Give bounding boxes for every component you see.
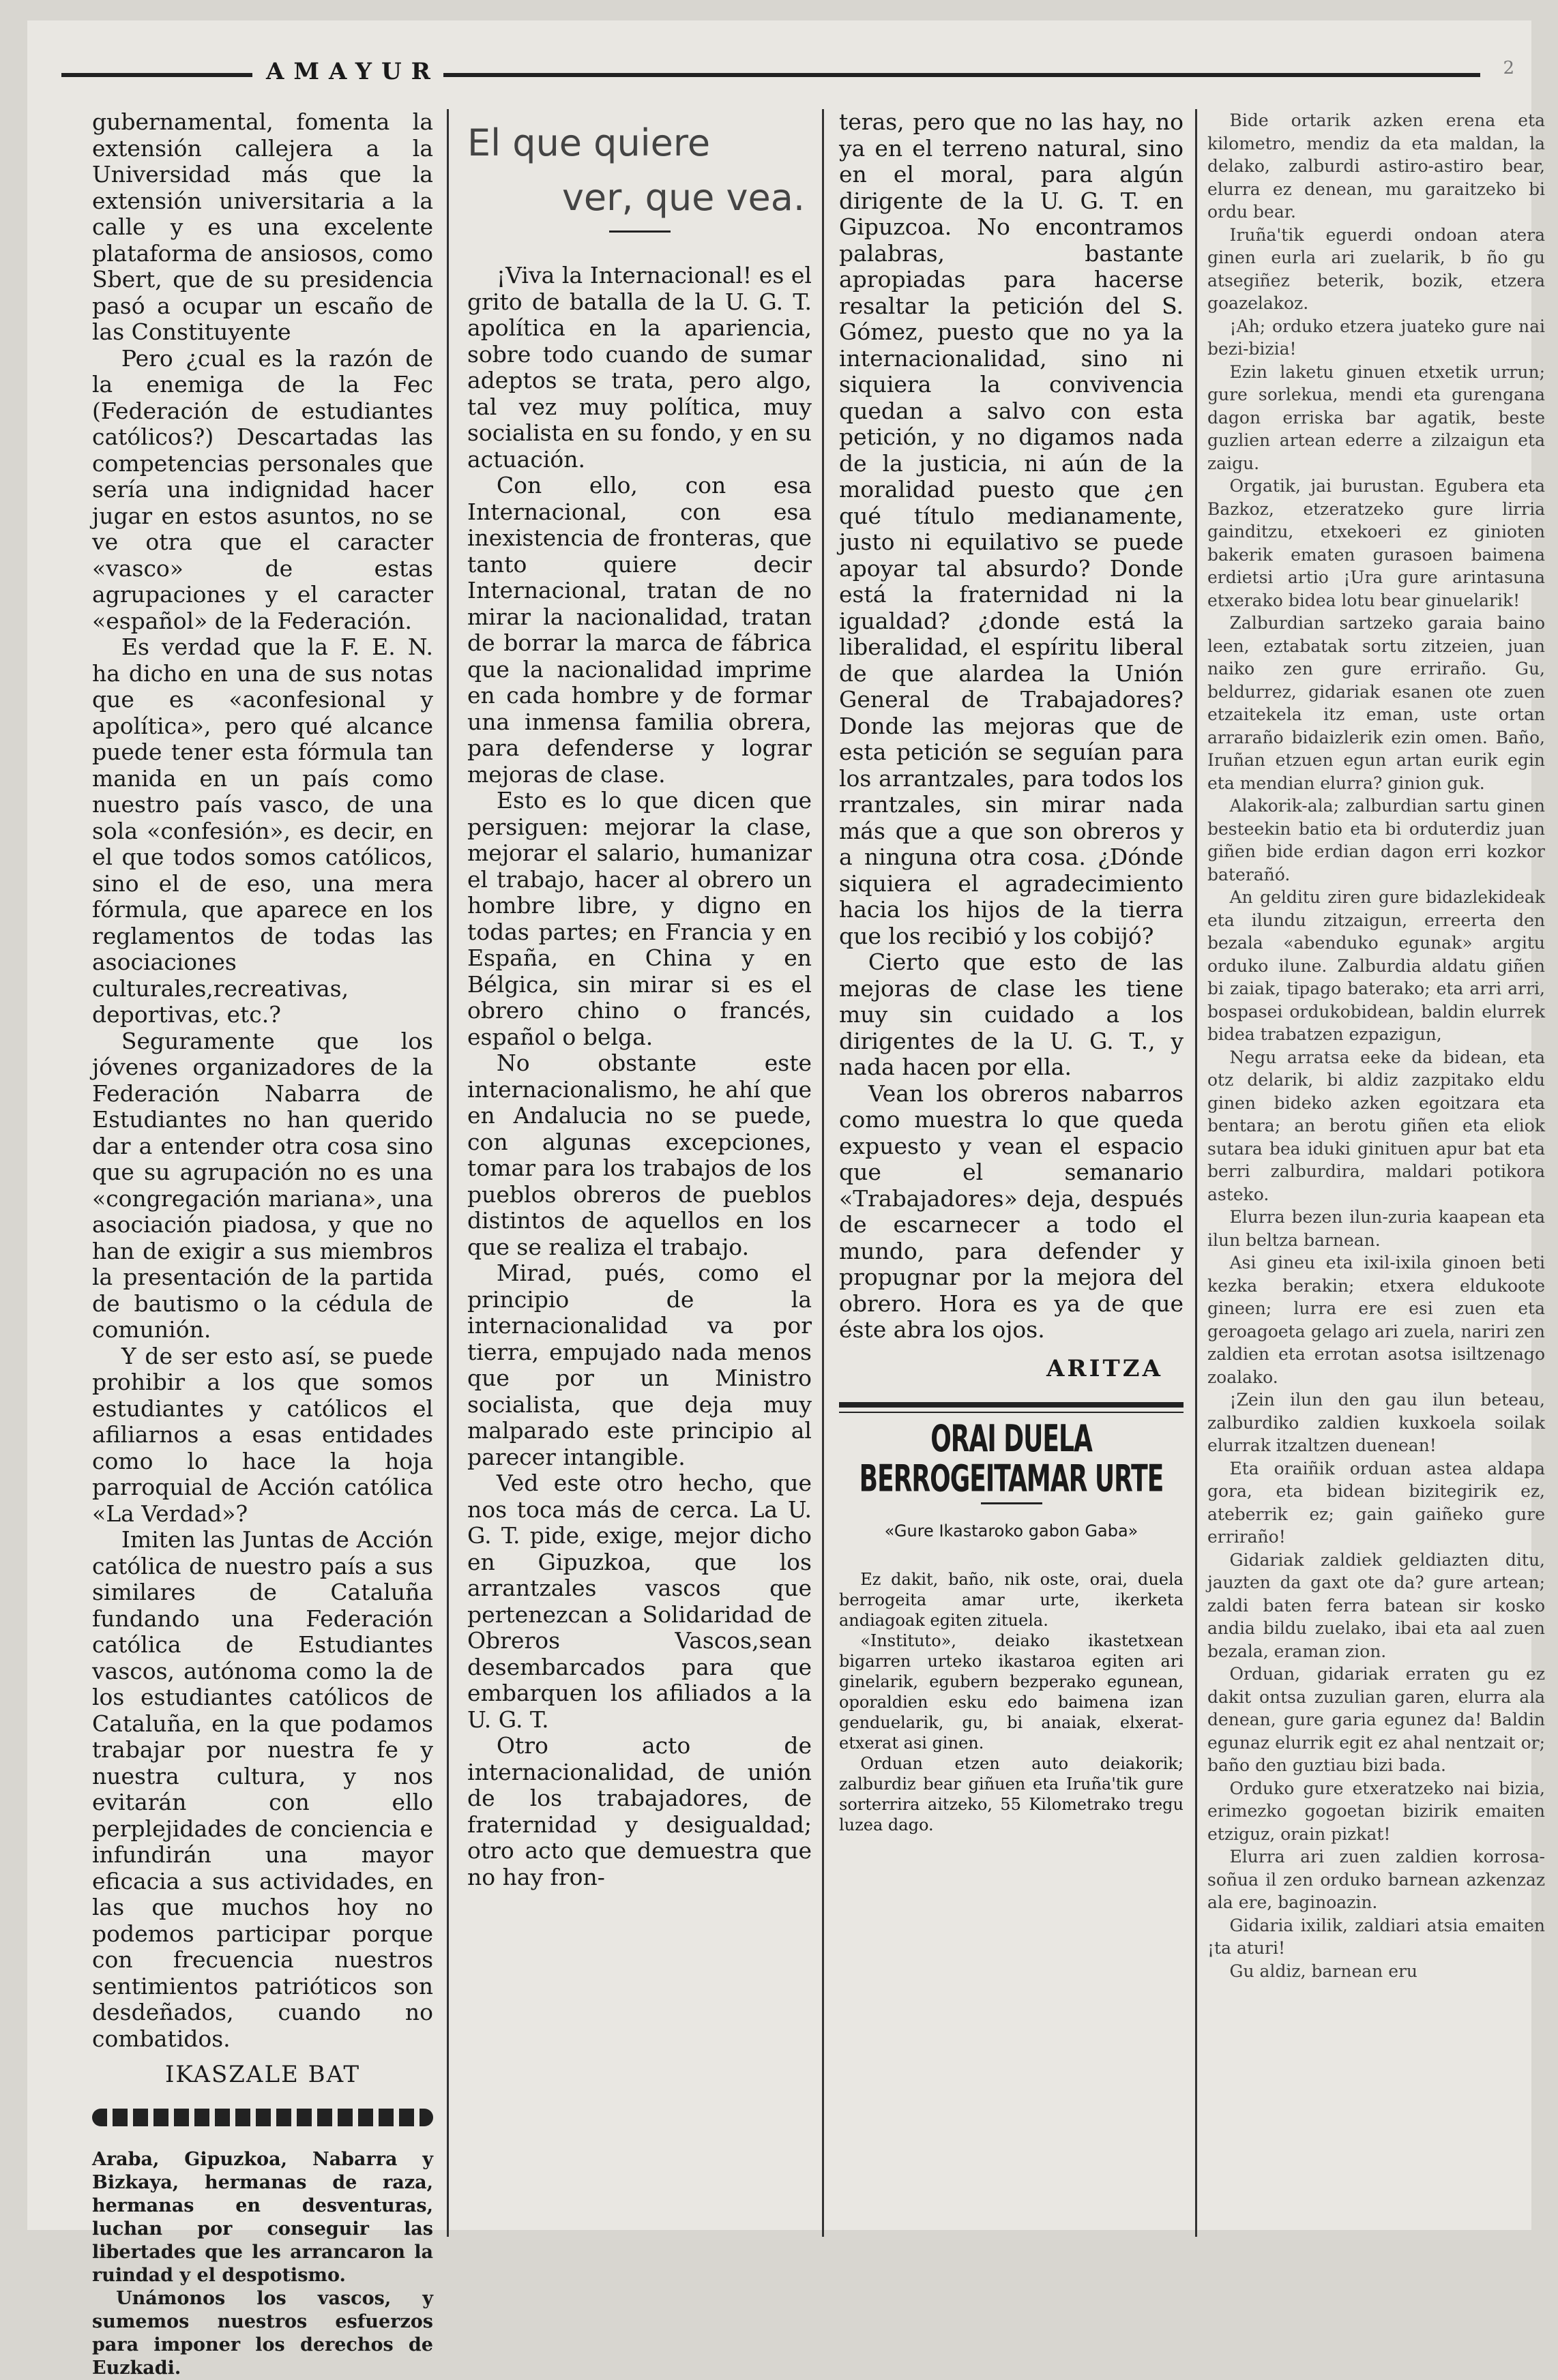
paragraph: Gu aldiz, barnean eru [1229,1961,1418,1981]
paragraph: ¡Ah; orduko etzera juateko gure nai bezi-bizia! [1207,316,1545,359]
paragraph: Orgatik, jai burustan. Egubera eta Bazkoz, etzeratzeko gure lirria gainditzu, etxekoeri ez ginioten bakerik ematen gurasoen baimena erdietsi artio ¡Ura gure arintasuna etxerako bidea lotu bear ginuelarik! [1207,476,1545,610]
paragraph: teras, pero que no las hay, no ya en el terreno natural, sino en el moral, para algún dirigente de la U. G. T. en Gipuzcoa. No encontramos palabras, bastante apropiadas para hacerse resaltar la petición del S. Gómez, puesto que no ya la internacionalidad, sino ni siquiera la convivencia quedan a salvo con esta petición, y no digamos nada de la justicia, ni aún de la moralidad puesto que ¿en qué título medianamente, justo ni equilativo se puede apoyar tal absurdo? Donde está la fraternidad ni la igualdad? ¿donde está la liberalidad, el espíritu liberal de que alardea la Unión General de Trabajadores? Donde las mejoras que de esta petición se seguían para los arrantzales, para todos los rrantzales, sin mirar nada más que a que son obreros y a ninguna otra cosa. ¿Dónde siquiera el agradecimiento hacia los hijos de la tierra que los recibió y los cobijó? [839,108,1184,949]
paragraph: ¡Viva la Internacional! es el grito de batalla de la U. G. T. apolítica en la apariencia, sobre todo cuando de sumar adeptos se trata, pero algo, tal vez muy política, muy socialista en su fondo, y en su actuación. [467,262,812,473]
newspaper-page [27,20,1545,2379]
paragraph: Pero ¿cual es la razón de la enemiga de la Fec (Federación de estudiantes católicos?) Descartadas las competencias personales que sería una indignidad hacer jugar en estos asuntos, no se ve otra que el caracter «vasco» de estas agrupaciones y el caracter «español» de la Federación. [92,344,433,634]
paragraph: Esto es lo que dicen que persiguen: mejorar la clase, mejorar el salario, humanizar el trabajo, hacer al obrero un hombre libre, y digno en todas partes; en Francia y en España, en China y en Bélgica, sin mirar si es el obrero chino o francés, español o belga. [467,787,812,1050]
paragraph: ¡Zein ilun den gau ilun beteau, zalburdiko zaldien kuxkoela soilak elurrak itzaltzen duenean! [1207,1390,1545,1455]
article-headline-line-1: El que quiere [467,121,711,164]
section-headline: ORAI DUELA BERROGEITAMAR URTE [859,1418,1164,1500]
article-signature: ARITZA [1046,1354,1163,1382]
article-signature: IKASZALE BAT [164,2061,361,2088]
paragraph: gubernamental, fomenta la extensión callejera a la Universidad más que la extensión universitaria a la calle y es una excelente plataforma de ansiosos, como Sbert, que de su presidencia pasó a ocupar un escaño de las Constituyente [92,108,433,345]
paragraph: Seguramente que los jóvenes organizadores de la Federación Nabarra de Estudiantes no han querido dar a entender otra cosa sino que su agrupación no es una «congregación mariana», una asociación piadosa, y que no han de exigir a sus miembros la presentación de la partida de bautismo o la cédula de comunión. [92,1027,433,1343]
newspaper-name: AMAYUR [266,58,440,85]
paragraph: Zalburdian sartzeko garaia baino leen, eztabatak sortu zitzeien, juan naiko zen gure erriraño. Gu, beldurrez, gidariak esanen ote zuen etzaitekela itz eman, uste ortan arraraño bidaizlerik ezin omen. Baño, Iruñan etzuen egun artan eurik egin eta mendian elurra? ginion guk. [1207,613,1545,793]
masthead-rule-right [443,73,1480,77]
paragraph: Vean los obreros nabarros como muestra lo que queda expuesto y vean el espacio que el semanario «Trabajadores» deja, después de escarnecer a todo el mundo, para defender y propugnar por la mejora del obrero. Hora es ya de que éste abra los ojos. [839,1080,1184,1343]
paragraph: Mirad, pués, como el principio de la internacionalidad va por tierra, empujado nada menos que por un Ministro socialista, que deja muy malparado este principio al parecer intangible. [467,1260,812,1470]
ornament-divider [92,2109,433,2126]
paragraph: Iruña'tik eguerdi ondoan atera ginen eurla ari zuelarik, b ño gu atsegiñez beterik, bozik, etzera goazelakoz. [1207,224,1545,313]
article-headline-line-2: ver, que vea. [561,176,805,219]
page-number: 2 [1503,58,1514,78]
paragraph: Bide ortarik azken erena eta kilometro, mendiz da eta maldan, la delako, zalburdi astiro-astiro bear, elurra ez denean, mu garaitzeko bi ordu bear. [1207,110,1545,222]
paragraph: Orduko gure etxeratzeko nai bizia, erimezko gogoetan bizirik emaiten etziguz, orain pizkat! [1207,1778,1545,1844]
column-2 [467,109,812,2230]
paragraph: «Instituto», deiako ikastetxean bigarren urteko ikastaroa egiten ari ginelarik, egubern bezperako egunean, oporaldien esku edo baimena izan genduelarik, gu, bi anaiak, elxerat-etxerat asi ginen. [839,1631,1184,1753]
slogan-paragraph: Araba, Gipuzkoa, Nabarra y Bizkaya, hermanas de raza, hermanas en desventuras, luchan por conseguir las libertades que les arrancaron la ruindad y el despotismo. [92,2148,433,2286]
headline-rule [609,230,671,233]
slogan-paragraph: Unámonos los vascos, y sumemos nuestros esfuerzos para imponer los derechos de Euzkadi. [92,2287,433,2379]
section-body [839,1569,1184,1835]
paragraph: Elurra ari zuen zaldien korrosa-soñua il zen orduko barnean azkenzaz ala ere, baginoazin. [1207,1847,1545,1912]
paragraph: Imiten las Juntas de Acción católica de nuestro país a sus similares de Cataluña fundando una Federación católica de Estudiantes vascos, autónoma como la de los estudiantes católicos de Cataluña, en la que podamos trabajar por nuestra fe y nuestra cultura, y nos evitarán con ello perplejidades de conciencia e infundirán una mayor eficacia a sus actividades, en las que muchos hoy no podemos participar porque con frecuencia nuestros sentimientos patrióticos son desdeñados, cuando no combatidos. [92,1526,433,2052]
paragraph: Orduan, gidariak erraten gu ez dakit ontsa zuzulian garen, elurra ala denean, gure garia egunez da! Baldin egunaz elurrik egit ez ahal nentzait or; baño den guztiau bizi bada. [1207,1664,1545,1775]
section-subtitle: «Gure Ikastaroko gabon Gaba» [884,1521,1138,1541]
paragraph: Con ello, con esa Internacional, con esa inexistencia de fronteras, que tanto quiere decir Internacional, tratan de no mirar la nacionalidad, tratan de borrar la marca de fábrica que la nacionalidad imprime en cada hombre y de formar una inmensa familia obrera, para defenderse y lograr mejoras de clase. [467,472,812,788]
column-divider [447,109,449,2237]
section-rule-thin [839,1412,1184,1413]
paragraph: Asi gineu eta ixil-ixila ginoen beti kezka berakin; etxera eldukoote gineen; lurra ere esi zuen eta geroagoeta gelago ari zuela, nariri zen zaldien eta errotan asotsa isiltzenago zoalako. [1207,1253,1545,1387]
masthead-rule-left [61,73,252,77]
paragraph: Alakorik-ala; zalburdian sartu ginen besteekin batio eta bi orduterdiz juan giñen bide erdian dagon erri kozkor baterañó. [1207,796,1545,884]
paragraph: Es verdad que la F. E. N. ha dicho en una de sus notas que es «aconfesional y apolítica», pero qué alcance puede tener esta fórmula tan manida en un país como nuestro país vasco, de una sola «confesión», es decir, en el que todos somos católicos, sino el de eso, una mera fórmula, que aparece en los reglamentos de todas las asociaciones culturales,recreativas, deportivas, etc.? [92,634,433,1028]
column-3 [839,109,1184,2230]
paragraph: Orduan etzen auto deiakorik; zalburdiz bear giñuen eta Iruña'tik gure sorterrira aitzeko, 55 Kilometrako tregu luzea dago. [839,1753,1184,1834]
paragraph: Ezin laketu ginuen etxetik urrun; gure sorlekua, mendi eta gurengana dagon erriska bar agatik, beste guzlien artean ederre a zilzaigun eta zaigu. [1207,361,1545,473]
paragraph: Otro acto de internacionalidad, de unión de los trabajadores, de fraternidad y desigualdad; otro acto que demuestra que no hay fron- [467,1732,812,1890]
paragraph: Cierto que esto de las mejoras de clase les tiene muy sin cuidado a los dirigentes de la U. G. T., y nada hacen por ella. [839,949,1184,1080]
paragraph: Ved este otro hecho, que nos toca más de cerca. La U. G. T. pide, exige, mejor dicho en Gipuzkoa, que los arrantzales vascos que pertenezcan a Solidaridad de Obreros Vascos,sean desembarcados para que embarquen los afiliados a la U. G. T. [467,1470,812,1733]
paragraph: Gidariak zaldiek geldiazten ditu, jauzten da gaxt ote da? gure artean; zaldi baten ferra batean sir kosko andia bildu zuelako, ibai eta aal zuen bezala, eraman zion. [1207,1549,1545,1661]
paragraph: Y de ser esto así, se puede prohibir a los que somos estudiantes y católicos el afiliarnos a esas entidades como lo hace la hoja parroquial de Acción católica «La Verdad»? [92,1342,433,1527]
section-headline-rule [981,1502,1042,1504]
column-1 [92,108,433,2379]
masthead [61,58,1528,85]
paragraph: An gelditu ziren gure bidazlekideak eta ilundu zitzaigun, erreerta den bezala «abenduko egunak» argitu orduko ilune. Zalburdia aldatu giñen bi zaiak, tipago baterako; eta arri arri, bospasei ordukobidean, baldin elurrek bidea trabatzen ezpazigun, [1207,887,1545,1044]
paragraph: No obstante este internacionalismo, he ahí que en Andalucia no se puede, con algunas excepciones, tomar para los trabajos de los pueblos obreros de pueblos distintos de aquellos en los que se realiza el trabajo. [467,1050,812,1260]
column-4 [1207,109,1545,2230]
slogan-box [92,2148,433,2380]
paragraph: Negu arratsa eeke da bidean, eta otz delarik, bi aldiz zazpitako eldu ginen bideko azken egoitzara eta bentara; an berotu giñen eta eliok sutara bea iduki ginituen apur bat eta berri zalburdira, maldari potikora asteko. [1207,1047,1545,1204]
paragraph: Gidaria ixilik, zaldiari atsia emaiten ¡ta aturi! [1207,1915,1545,1958]
column-divider [1195,109,1197,2237]
paragraph: Elurra bezen ilun-zuria kaapean eta ilun beltza barnean. [1207,1207,1545,1250]
column-divider [822,109,824,2237]
section-rule-heavy [839,1402,1184,1408]
paragraph: Ez dakit, baño, nik oste, orai, duela berrogeita amar urte, ikerketa andiagoak egiten zituela. [839,1569,1184,1630]
paragraph: Eta oraiñik orduan astea aldapa gora, eta bidean bizitegirik ez, ateberrik ez; gain gaiñeko gure erriraño! [1207,1458,1545,1547]
